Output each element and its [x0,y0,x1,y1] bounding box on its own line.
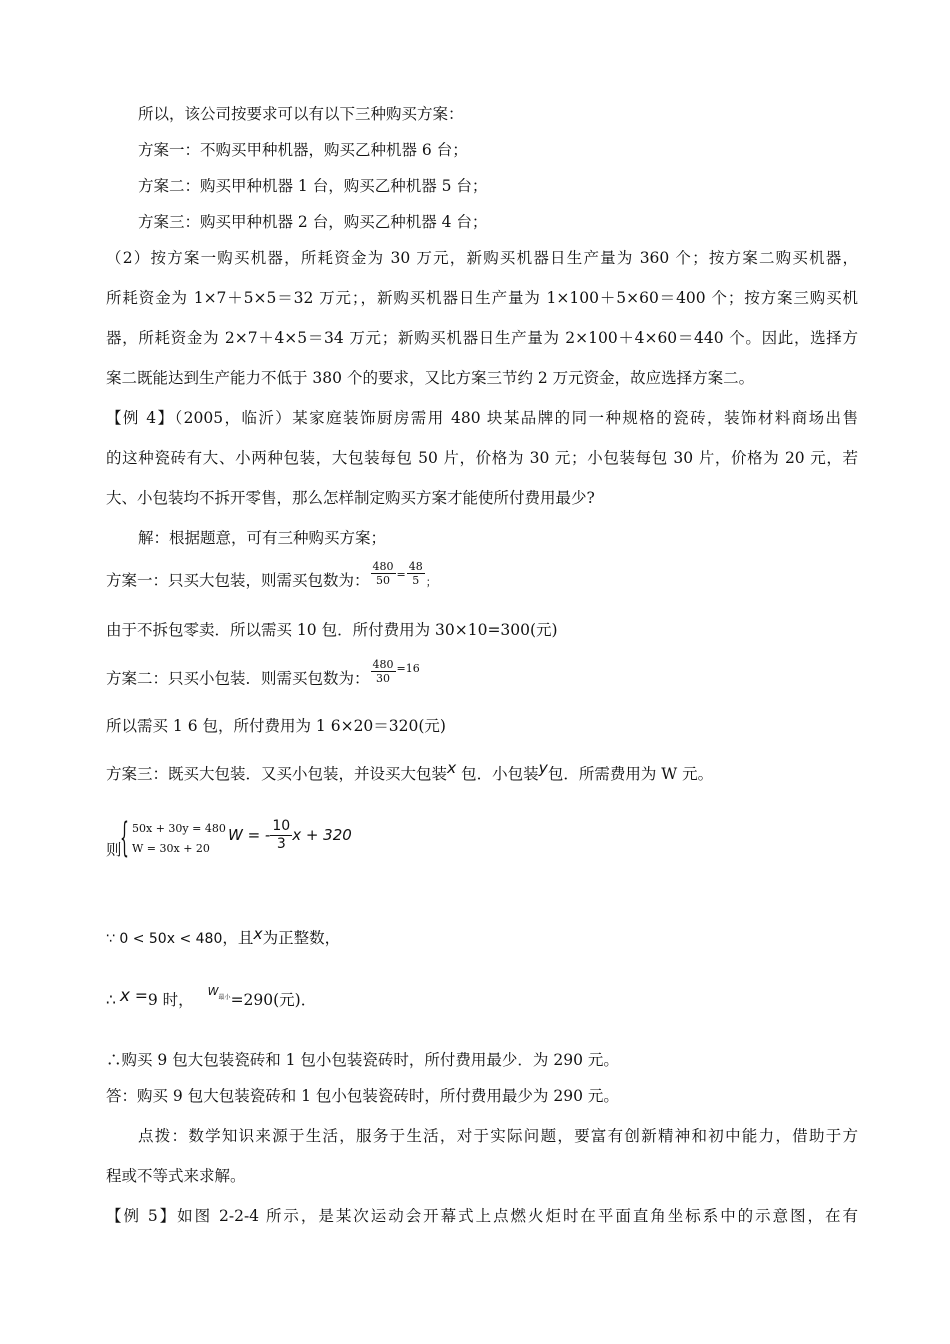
fraction-480-30: $\frac{480}{30}$ [372,658,394,685]
since-line: ∵ 0 < 50x < 480，且x为正整数， [106,925,341,947]
line-12: 解：根据题意，可有三种购买方案； [138,529,387,547]
line-16: 所以需买 1 6 包，所付费用为 1 6×20＝320(元) [106,717,446,735]
w-min: W [207,985,219,998]
left-brace-icon: { [120,815,129,861]
line-1: 所以，该公司按要求可以有以下三种购买方案： [138,105,464,123]
line-2: 方案一：不购买甲种机器，购买乙种机器 6 台； [138,141,468,159]
line-14: 由于不拆包零卖．所以需买 10 包．所付费用为 30×10=300(元) [106,621,558,639]
line-8: 案二既能达到生产能力不低于 380 个的要求，又比方案三节约 2 万元资金，故应选择方案二。 [106,369,755,387]
example-5-heading: 【例 5】如图 2-2-4 所示，是某次运动会开幕式上点燃火炬时在平面直角坐标系中的示意图，在有 [106,1207,858,1225]
line-21: ∴购买 9 包大包装瓷砖和 1 包小包装瓷砖时，所付费用最少．为 290 元。 [106,1051,619,1069]
line-7: 器，所耗资金为 2×7＋4×5＝34 万元；新购买机器日生产量为 2×100＋4×60＝440 个。因此，选择方 [106,329,858,347]
plan-3-line: 方案三：既买大包装．又买小包装，并设买大包装x 包．小包装y包．所需费用为 W 元。 [106,759,714,783]
fraction-10-3: $\frac{10}{3}$ [272,818,291,852]
line-10: 的这种瓷砖有大、小两种包装，大包装每包 50 片，价格为 30 元；小包装每包 30 片，价格为 20 元，若 [106,449,858,467]
plan-2-text: 方案二：只买小包装．则需买包数为： [106,669,370,688]
line-3: 方案二：购买甲种机器 1 台，购买乙种机器 5 台； [138,177,488,195]
tip-line-1: 点拨：数学知识来源于生活，服务于生活，对于实际问题，要富有创新精神和初中能力，借助于方 [138,1127,858,1145]
fraction-480-50: $\frac{480}{50}$ [372,560,394,587]
equals-sign: = [396,567,406,581]
var-x: x [447,759,457,777]
line-6: 所耗资金为 1×7＋5×5＝32 万元；，新购买机器日生产量为 1×100＋5×60＝400 个；按方案三购买机 [106,289,858,307]
fraction-48-5: $\frac{48}{5}$ [408,560,423,587]
line-4: 方案三：购买甲种机器 2 台，购买乙种机器 4 台； [138,213,488,231]
equation-1: 50x + 30y = 480 [132,822,226,835]
plan-1-text: 方案一：只买大包装，则需买包数为： [106,571,370,590]
var-y: y [538,759,548,777]
then-label: 则 [106,841,122,859]
line-5: （2）按方案一购买机器，所耗资金为 30 万元，新购买机器日生产量为 360 个；按方案二购买机器， [106,249,858,267]
plan-2-line: 方案二：只买小包装．则需买包数为： $\frac{480}{30}$ $^{=16}$ [106,658,420,688]
line-11: 大、小包装均不拆开零售，那么怎样制定购买方案才能使所付费用最少? [106,489,595,507]
answer-line: 答：购买 9 包大包装瓷砖和 1 包小包装瓷砖时，所付费用最少为 290 元。 [106,1087,619,1105]
inequality: ∵ 0 < 50x < 480 [106,931,223,947]
plan-1-line: 方案一：只买大包装，则需买包数为： $\frac{480}{50}$ = $\frac{48}{5}$ ； [106,560,437,590]
example-4-heading: 【例 4】（2005，临沂）某家庭装饰厨房需用 480 块某品牌的同一种规格的瓷砖，装饰材料商场出售 [106,409,858,427]
equation-2: W = 30x + 20 [132,842,210,855]
w-expression: W = - $\frac{10}{3}x + 320$ [228,818,352,852]
therefore-line: ∴ x =9 时， $^{W最小}$=290(元)． [106,985,317,1009]
tip-line-2: 程或不等式来求解。 [106,1167,246,1185]
